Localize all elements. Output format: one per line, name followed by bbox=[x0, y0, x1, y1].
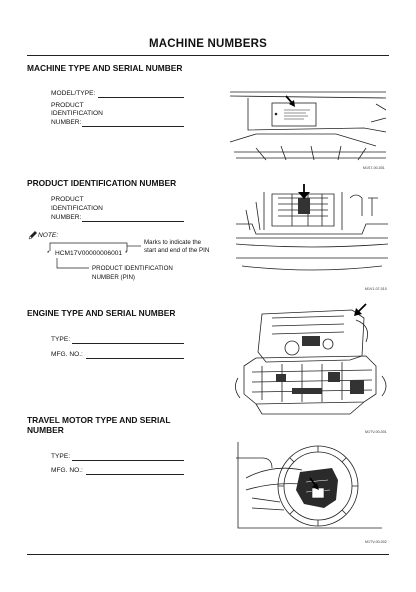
engine-mfg-label: MFG. NO.: bbox=[51, 351, 83, 358]
section-heading-machine: MACHINE TYPE AND SERIAL NUMBER bbox=[27, 63, 183, 73]
section-heading-travel-line1: TRAVEL MOTOR TYPE AND SERIAL bbox=[27, 415, 171, 425]
pin-label-line3: NUMBER: bbox=[51, 119, 82, 126]
figure-code-2: M1V1-07-010 bbox=[365, 287, 387, 291]
pencil-icon bbox=[28, 230, 38, 240]
model-type-line bbox=[98, 97, 184, 98]
marks-text-line1: Marks to indicate the bbox=[144, 239, 202, 246]
page-title: MACHINE NUMBERS bbox=[149, 38, 267, 50]
marks-text-line2: start and end of the PIN bbox=[144, 247, 210, 254]
pin2-line bbox=[82, 221, 184, 222]
pin-caption-line2: NUMBER (PIN) bbox=[92, 274, 135, 281]
figure-code-1: M1S7-00-001 bbox=[363, 166, 385, 170]
travel-type-label: TYPE: bbox=[51, 453, 71, 460]
section-heading-travel-line2: NUMBER bbox=[27, 425, 64, 435]
engine-figure bbox=[232, 296, 392, 426]
svg-text:*: * bbox=[125, 250, 128, 257]
figure-code-3: M1TV-00-001 bbox=[365, 430, 387, 434]
figure-code-4: M1TV-00-002 bbox=[365, 540, 387, 544]
pin2-label-line2: IDENTIFICATION bbox=[51, 205, 103, 212]
engine-type-label: TYPE: bbox=[51, 336, 71, 343]
note-label: NOTE: bbox=[38, 232, 59, 239]
travel-mfg-label: MFG. NO.: bbox=[51, 467, 83, 474]
pin-example: HCM17V00000006001 bbox=[55, 250, 123, 257]
engine-type-line bbox=[72, 343, 184, 344]
section-heading-engine: ENGINE TYPE AND SERIAL NUMBER bbox=[27, 308, 176, 318]
machine-plate-figure bbox=[226, 82, 392, 162]
svg-text:*: * bbox=[47, 250, 50, 257]
pin2-label-line1: PRODUCT bbox=[51, 196, 84, 203]
model-type-label: MODEL/TYPE: bbox=[51, 90, 96, 97]
pin-label-line1: PRODUCT bbox=[51, 102, 84, 109]
travel-type-line bbox=[72, 460, 184, 461]
section-heading-pin: PRODUCT IDENTIFICATION NUMBER bbox=[27, 178, 177, 188]
title-rule bbox=[27, 55, 389, 56]
pin-location-figure bbox=[232, 182, 392, 282]
engine-mfg-line bbox=[86, 358, 184, 359]
pin2-label-line3: NUMBER: bbox=[51, 214, 82, 221]
travel-mfg-line bbox=[86, 474, 184, 475]
pin-label-line2: IDENTIFICATION bbox=[51, 110, 103, 117]
footer-rule bbox=[27, 554, 389, 555]
pin-caption-line1: PRODUCT IDENTIFICATION bbox=[92, 265, 173, 272]
pin-line bbox=[82, 126, 184, 127]
travel-motor-figure bbox=[232, 438, 392, 536]
